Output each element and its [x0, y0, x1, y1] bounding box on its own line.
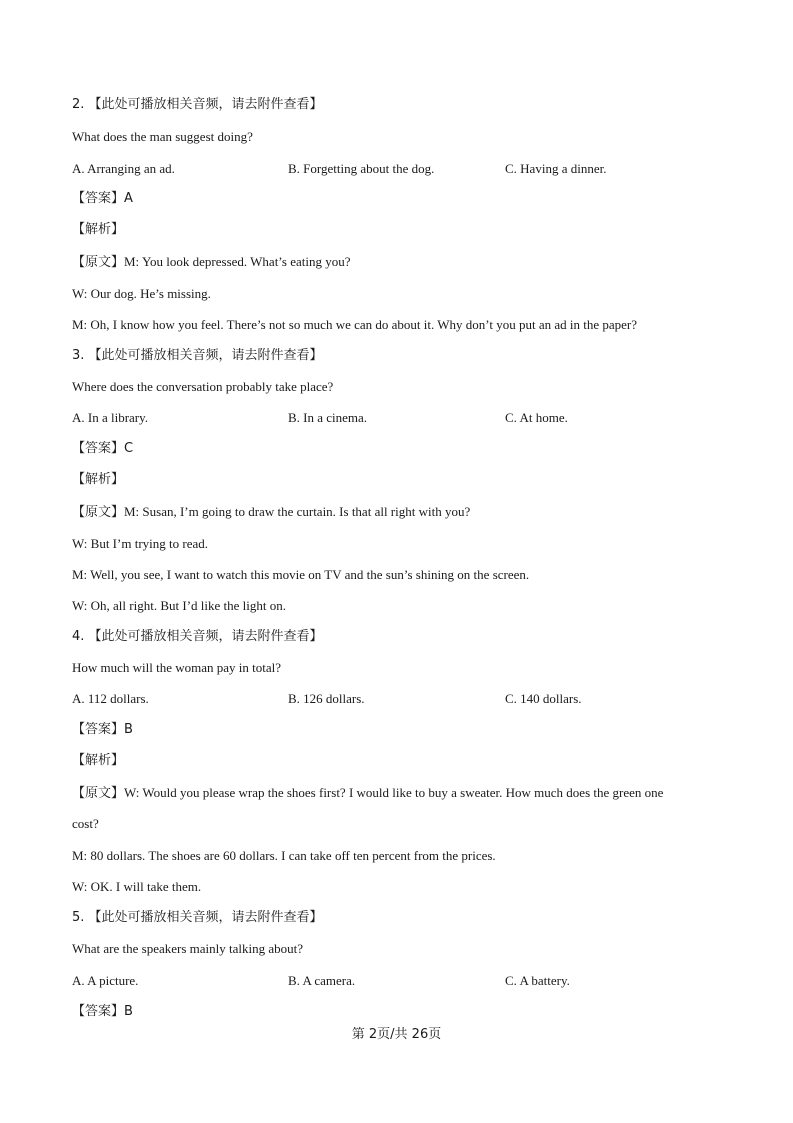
- q2-transcript-line: M: Oh, I know how you feel. There’s not so much we can do about it. Why don’t you put an ad in the paper?: [72, 317, 638, 332]
- q2-analysis: 【解析】: [72, 222, 125, 237]
- q5-option-b: B. A camera.: [288, 973, 356, 988]
- q3-option-b: B. In a cinema.: [288, 410, 368, 425]
- q2-transcript-line: W: Our dog. He’s missing.: [72, 286, 211, 301]
- page-number: 第 2页/共 26页: [351, 1027, 442, 1042]
- q4-transcript-line: 【原文】W: Would you please wrap the shoes first? I would like to buy a sweater. How much does the green one: [72, 785, 664, 800]
- q5-question: What are the speakers mainly talking about?: [72, 941, 304, 956]
- q3-transcript-line: M: Well, you see, I want to watch this movie on TV and the sun’s shining on the screen.: [72, 567, 530, 582]
- q5-answer: 【答案】B: [72, 1004, 133, 1019]
- q3-question: Where does the conversation probably take place?: [72, 379, 334, 394]
- q4-question: How much will the woman pay in total?: [72, 660, 282, 675]
- q3-option-a: A. In a library.: [72, 410, 149, 425]
- q2-question: What does the man suggest doing?: [72, 129, 253, 144]
- q4-option-a: A. 112 dollars.: [72, 691, 149, 706]
- q4-header: 4. 【此处可播放相关音频，请去附件查看】: [72, 629, 323, 644]
- q3-answer: 【答案】C: [72, 441, 134, 456]
- q5-option-c: C. A battery.: [505, 973, 570, 988]
- q4-option-c: C. 140 dollars.: [505, 691, 582, 706]
- q2-header: 2. 【此处可播放相关音频，请去附件查看】: [72, 97, 323, 112]
- q4-transcript-line: W: OK. I will take them.: [72, 879, 202, 894]
- q2-option-a: A. Arranging an ad.: [72, 161, 175, 176]
- q4-option-b: B. 126 dollars.: [288, 691, 365, 706]
- q2-option-c: C. Having a dinner.: [505, 161, 607, 176]
- q4-analysis: 【解析】: [72, 753, 125, 768]
- q3-transcript-line: 【原文】M: Susan, I’m going to draw the curtain. Is that all right with you?: [72, 504, 471, 519]
- q3-analysis: 【解析】: [72, 472, 125, 487]
- q2-transcript-line: 【原文】M: You look depressed. What’s eating you?: [72, 254, 351, 269]
- q4-transcript-line: cost?: [72, 816, 99, 831]
- q3-transcript-line: W: Oh, all right. But I’d like the light on.: [72, 598, 286, 613]
- q5-header: 5. 【此处可播放相关音频，请去附件查看】: [72, 910, 323, 925]
- q4-answer: 【答案】B: [72, 722, 133, 737]
- q3-option-c: C. At home.: [505, 410, 568, 425]
- q2-option-b: B. Forgetting about the dog.: [288, 161, 435, 176]
- q5-option-a: A. A picture.: [72, 973, 139, 988]
- q2-answer: 【答案】A: [72, 191, 133, 206]
- q4-transcript-line: M: 80 dollars. The shoes are 60 dollars. I can take off ten percent from the prices.: [72, 848, 496, 863]
- q3-transcript-line: W: But I’m trying to read.: [72, 536, 208, 551]
- q3-header: 3. 【此处可播放相关音频，请去附件查看】: [72, 348, 323, 363]
